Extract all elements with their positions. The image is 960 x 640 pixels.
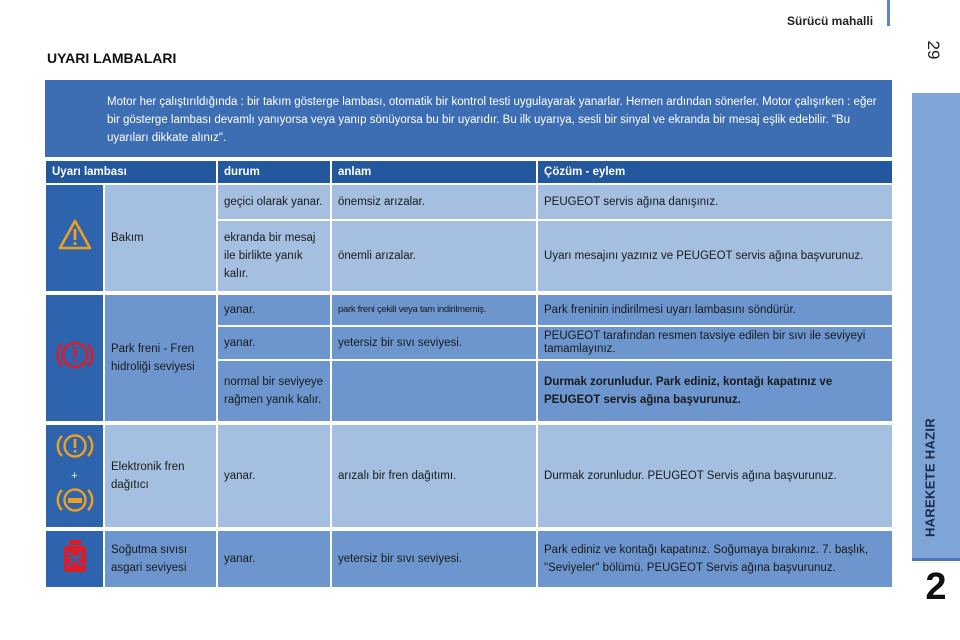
chapter-number: 2 (925, 566, 947, 608)
table-header-row (45, 160, 893, 184)
state-cell: ekranda bir mesaj ile birlikte yanık kalır. (217, 220, 331, 292)
coolant-level-warning-icon (58, 538, 92, 580)
table-row (45, 530, 893, 588)
intro-text: Motor her çalıştırıldığında : bir takım gösterge lambası, otomatik bir kontrol testi uygulayarak yanarlar. Hemen ardından sönerler. Motor çalışırken : eğer bir gösterge lambası devamlı yanıyorsa veya yanıp sönüyorsa bu bir uyarıdır. Bu ilk uyarıya, sesli bir sinyal ve ekranda bir mesaj eşlik edebilir. "Bu uyarıları dikkate alınız". (107, 96, 877, 144)
action-cell: Uyarı mesajını yazınız ve PEUGEOT servis ağına başvurunuz. (537, 220, 893, 292)
col-header-state: durum (217, 160, 331, 184)
meaning-cell: yetersiz bir sıvı seviyesi. (331, 326, 537, 360)
group-name: Park freni - Fren hidroliği seviyesi (104, 294, 217, 422)
group-name: Soğutma sıvısı asgari seviyesi (104, 530, 217, 588)
header-divider (887, 0, 890, 26)
brake-icon-cell (45, 294, 104, 422)
state-cell: yanar. (217, 326, 331, 360)
abs-icon (55, 484, 95, 522)
table-row (45, 294, 893, 326)
warning-lights-table (45, 160, 893, 588)
maintenance-icon-cell (45, 184, 104, 292)
action-cell: Durmak zorunludur. Park ediniz, kontağı kapatınız ve PEUGEOT servis ağına başvurunuz. (537, 360, 893, 422)
meaning-cell: önemli arızalar. (331, 220, 537, 292)
action-cell: PEUGEOT tarafından resmen tavsiye edilen bir sıvı ile seviyeyi tamamlayınız. (537, 326, 893, 360)
header-title: Sürücü mahalli (787, 14, 874, 28)
state-cell: yanar. (217, 530, 331, 588)
state-cell: yanar. (217, 294, 331, 326)
chapter-side-label: HAREKETE HAZIR (922, 417, 938, 538)
table-row (45, 424, 893, 528)
section-title: UYARI LAMBALARI (47, 50, 177, 66)
meaning-cell: önemsiz arızalar. (331, 184, 537, 220)
group-name: Elektronik fren dağıtıcı (104, 424, 217, 528)
state-cell: geçici olarak yanar. (217, 184, 331, 220)
action-cell: Durmak zorunludur. PEUGEOT Servis ağına başvurunuz. (537, 424, 893, 528)
plus-sign: + (71, 470, 78, 482)
meaning-cell: yetersiz bir sıvı seviyesi. (331, 530, 537, 588)
action-cell: PEUGEOT servis ağına danışınız. (537, 184, 893, 220)
chapter-side-line (912, 558, 960, 561)
meaning-cell (331, 360, 537, 422)
brake-warning-icon (55, 337, 95, 379)
brake-and-abs-warning-icon (55, 430, 95, 468)
maintenance-warning-triangle-icon (58, 218, 92, 258)
meaning-cell: arızalı bir fren dağıtımı. (331, 424, 537, 528)
state-cell: yanar. (217, 424, 331, 528)
coolant-icon-cell (45, 530, 104, 588)
ebd-icon-cell (45, 424, 104, 528)
state-cell: normal bir seviyeye rağmen yanık kalır. (217, 360, 331, 422)
action-cell: Park freninin indirilmesi uyarı lambasını söndürür. (537, 294, 893, 326)
intro-box (45, 80, 892, 157)
meaning-cell: park freni çekili veya tam indirilmemiş. (331, 294, 537, 326)
col-header-warning-light: Uyarı lambası (45, 160, 217, 184)
col-header-meaning: anlam (331, 160, 537, 184)
action-cell: Park ediniz ve kontağı kapatınız. Soğumaya bırakınız. 7. başlık, "Seviyeler" bölümü. PEUGEOT Servis ağına başvurunuz. (537, 530, 893, 588)
col-header-action: Çözüm - eylem (537, 160, 893, 184)
table-row (45, 184, 893, 220)
page-number: 29 (924, 40, 943, 60)
group-name: Bakım (104, 184, 217, 292)
